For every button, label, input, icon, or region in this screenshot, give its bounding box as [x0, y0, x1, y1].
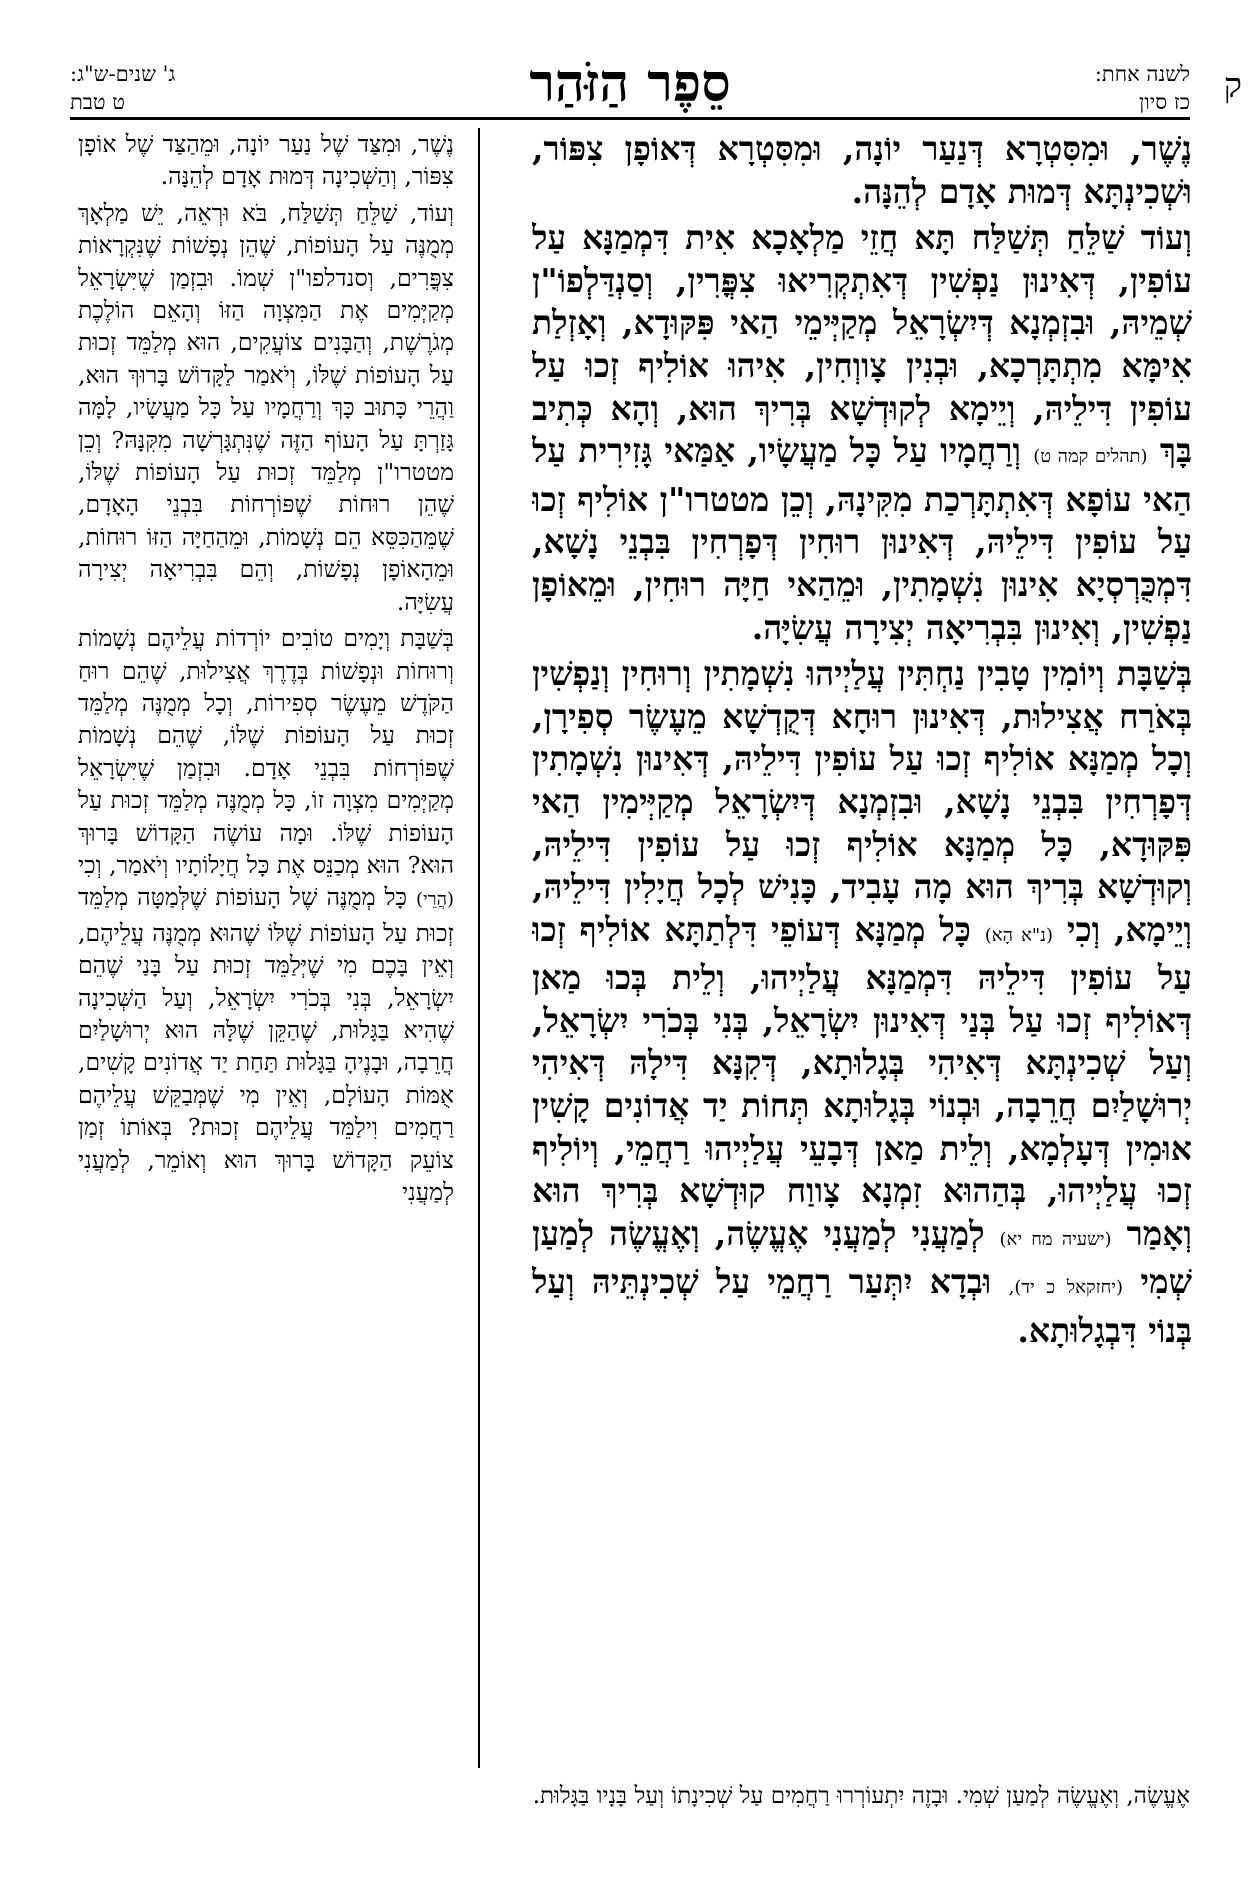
variant-reading: (הֲרֵי)	[416, 889, 454, 911]
translation-segment: נֶשֶׁר, וּמִצַּד שֶׁל נַעַר יוֹנָה, וּמֵהַצַּד שֶׁל אוֹפָן צִפּוֹר, וְהַשְּׁכִינָה דְּמוּת אָדָם לְהֵנָּה.	[78, 130, 454, 191]
translation-segment: וְעוֹד, שַׁלֵּחַ תְּשַׁלַּח, בֹּא וּרְאֵה, יֵשׁ מַלְאָךְ מְמֻנֶּה עַל הָעוֹפוֹת, שֶׁהֵן נְפָשׁוֹת שֶׁנִּקְרָאוֹת צִפֳּרִים, וְסנדלפו"ן שְׁמוֹ. וּבִזְמַן שֶׁיִּשְׂרָאֵל מְקַיְּמִים אֶת הַמִּצְוָה הַזּוֹ וְהָאֵם הוֹלֶכֶת מְגֹרֶשֶׁת, וְהַבָּנִים צוֹעֲקִים, הוּא מְלַמֵּד זְכוּת עַל הָעוֹפוֹת שֶׁלּוֹ, וְיֹאמַר לַקָּדוֹשׁ בָּרוּךְ הוּא, וַהֲרֵי כָּתוּב כָּךְ וְרַחֲמָיו עַל כָּל מַעֲשָׂיו, לָמָּה גָּזַרְתָּ עַל הָעוֹף הַזֶּה שֶׁנִּתְגָּרְשָׁה מִקִּנָּהּ? וְכֵן מטטרו"ן מְלַמֵּד זְכוּת עַל הָעוֹפוֹת שֶׁלּוֹ, שֶׁהֵן רוּחוֹת שֶׁפּוֹרְחוֹת בִּבְנֵי הָאָדָם, שֶׁמֵּהַכִּסֵּא הֵם נְשָׁמוֹת, וּמֵהַחַיָּה הַזּוֹ רוּחוֹת, וּמֵהָאוֹפָן נְפָשׁוֹת, וְהֵם בִּבְרִיאָה יְצִירָה עֲשִׂיָּה.	[78, 198, 454, 616]
translation-paragraph	[78, 128, 454, 193]
verse-reference: (תהלים קמה ט)	[1033, 446, 1148, 468]
schedule-three-years: ג' שנים-ש"ג:	[70, 62, 176, 86]
main-text-segment: בְּשַׁבָּת וְיוֹמִין טָבִין נַחְתִּין עֲלַיְיהוּ נִשְׁמָתִין וְרוּחִין וְנַפְשִׁין בְּאֹרַח אֲצִילוּת, דְּאִינוּן רוּחָא דְּקֻדְשָׁא מֵעֶשֶׂר סְפִירָן, וְכָל מְמַנָּא אוֹלִיף זְכוּ עַל עוֹפִין דִּילֵיהּ, דְּאִינוּן נִשְׁמָתִין דְּפָרְחִין בִּבְנֵי נָשָׁא, וּבִזְמְנָא דְּיִשְׂרָאֵל מְקַיְּימִין הַאי פִּקּוּדָא, כָּל מְמַנָּא אוֹלִיף זְכוּ עַל עוֹפִין דִּילֵיהּ, וְקוּדְשָׁא בְּרִיךְ הוּא מָה עָבִיד, כָּנִישׁ לְכָל חֲיָלִין דִּילֵיהּ, וְיֵימָא, וְכִי	[532, 654, 1192, 949]
schedule-three-years-date: ט טבת	[70, 90, 125, 114]
main-text-segment: וּבְדָא יִתְּעַר רַחֲמֵי עַל שְׁכִינְתֵּיהּ וְעַל בְּנוֹי דִּבְגָלוּתָא.	[532, 1262, 1192, 1351]
column-divider	[478, 128, 480, 1768]
main-text-segment: וְעוֹד שַׁלֵּחַ תְּשַׁלַּח תָּא חֲזֵי מַלְאָכָא אִית דִּמְמַנָּא עַל עוֹפִין, דְּאִינוּן נַפְשִׁין דְּאִתְקְרִיאוּ צִפֳּרִין, וְסַנְדַּלְפוֹ"ן שְׁמֵיהּ, וּבִזְמְנָא דְּיִשְׂרָאֵל מְקַיְּימֵי הַאי פִּקּוּדָא, וְאָזְלַת אִימָּא מִתְתָּרְכָא, וּבְנִין צָווְחִין, אִיהוּ אוֹלִיף זְכוּ עַל עוֹפִין דִּילֵיהּ, וְיֵימָא לְקוּדְשָׁא בְּרִיךְ הוּא, וְהָא כְּתִיב בָּךְ	[532, 218, 1192, 471]
translation-paragraph	[78, 197, 454, 618]
main-paragraph	[532, 653, 1192, 1353]
translation-segment: כָּל מְמֻנֶּה שֶׁל הָעוֹפוֹת שֶׁלְּמַטָּה מְלַמֵּד זְכוּת עַל הָעוֹפוֹת שֶׁלּוֹ שֶׁהוּא מְמֻנֶּה עֲלֵיהֶם, וְאֵין בָּכֶם מִי שֶׁיְּלַמֵּד זְכוּת עַל בָּנַי שֶׁהֵם יִשְׂרָאֵל, בְּנִי בְּכֹרִי יִשְׂרָאֵל, וְעַל הַשְּׁכִינָה שֶׁהִיא בַּגָּלוּת, שֶׁהַקֵּן שֶׁלָּהּ הוּא יְרוּשָׁלַיִם חֲרֵבָה, וּבָנֶיהָ בַּגָּלוּת תַּחַת יַד אֲדוֹנִים קָשִׁים, אֻמּוֹת הָעוֹלָם, וְאֵין מִי שֶׁמְּבַקֵּשׁ עֲלֵיהֶם רַחֲמִים וִילַמֵּד עֲלֵיהֶם זְכוּת? בְּאוֹתוֹ זְמַן צוֹעֵק הַקָּדוֹשׁ בָּרוּךְ הוּא וְאוֹמֵר, לְמַעֲנִי לְמַעֲנִי	[78, 883, 454, 1206]
translation-segment: בְּשַׁבָּת וְיָמִים טוֹבִים יוֹרְדוֹת עֲלֵיהֶם נְשָׁמוֹת וְרוּחוֹת וּנְפָשׁוֹת בְּדֶרֶךְ אֲצִילוּת, שֶׁהֵם רוּחַ הַקֹּדֶשׁ מֵעֶשֶׂר סְפִירוֹת, וְכָל מְמֻנֶּה מְלַמֵּד זְכוּת עַל הָעוֹפוֹת שֶׁלּוֹ, שֶׁהֵם נְשָׁמוֹת שֶׁפּוֹרְחוֹת בִּבְנֵי אָדָם. וּבִזְמַן שֶׁיִּשְׂרָאֵל מְקַיְּמִים מִצְוָה זוֹ, כָּל מְמֻנֶּה מְלַמֵּד זְכוּת עַל הָעוֹפוֹת שֶׁלּוֹ. וּמָה עוֹשֶׂה הַקָּדוֹשׁ בָּרוּךְ הוּא? הוּא מְכַנֵּס אֶת כָּל חֲיָלוֹתָיו וְיֹאמַר, וְכִי	[78, 624, 454, 879]
translation-paragraph	[78, 622, 454, 1208]
main-text-column	[532, 128, 1192, 1773]
header-rule	[70, 117, 1190, 120]
page-number: ק	[1223, 66, 1242, 106]
main-paragraph	[532, 128, 1192, 213]
translation-column	[78, 128, 454, 1773]
translation-continuation: אֶעֱשֶׂה, וְאֶעֱשֶׂה לְמַעַן שְׁמִי. וּבָזֶה יִתְעוֹרְרוּ רַחֲמִים עַל שְׁכִינָתוֹ וְעַל בָּנָיו בַּגָּלוּת.	[532, 1783, 1190, 1809]
schedule-one-year-date: כז סיון	[1139, 90, 1190, 114]
book-title: סֵפֶר הַזֹּהַר	[529, 53, 731, 114]
main-paragraph	[532, 217, 1192, 649]
main-text-segment: וְרַחֲמָיו עַל כָּל מַעֲשָׂיו, אַמַּאי גָּזִירִית עַל הַאי עוֹפָא דְּאִתְתָּרְכַת מִקִּינָהּ, וְכֵן מטטרו"ן אוֹלִיף זְכוּ עַל עוֹפִין דִּילֵיהּ, דְּאִינוּן רוּחִין דְּפָרְחִין בִּבְנֵי נָשָׁא, דִּמְכֻּרְסְיָא אִינוּן נִשְׁמָתִין, וּמֵהַאי חַיָּה רוּחִין, וּמֵאוֹפָן נַפְשִׁין, וְאִינוּן בִּבְרִיאָה יְצִירָה עֲשִׂיָּה.	[532, 431, 1192, 647]
verse-reference: (ישעיה מח יא)	[999, 1228, 1112, 1250]
main-text-segment: נֶשֶׁר, וּמִסִּטְרָא דְּנַעַר יוֹנָה, וּמִסִּטְרָא דְּאוֹפָן צִפּוֹר, וּשְׁכִינְתָּא דְּמוּת אָדָם לְהֵנָּה.	[532, 129, 1192, 211]
main-text-segment: כָּל מְמַנָּא דְּעוֹפֵי דִּלְתַתָּא אוֹלִיף זְכוּ עַל עוֹפִין דִּילֵיהּ דִּמְמַנָּא עֲלַיְיהוּ, וְלֵית בְּכוּ מַאן דְּאוֹלִיף זְכוּ עַל בְּנַי דְּאִינוּן יִשְׂרָאֵל, בְּנִי בְּכֹרִי יִשְׂרָאֵל, וְעַל שְׁכִינְתָּא דְּאִיהִי בְּגָלוּתָא, דְּקִנָּא דִּילָהּ דְּאִיהִי יְרוּשָׁלַיִם חֲרֵבָה, וּבְנוֹי בְּגָלוּתָא תְּחוֹת יַד אֲדוֹנִים קָשִׁין אוּמִין דְּעָלְמָא, וְלֵית מַאן דְּבָעֵי עֲלַיְיהוּ רַחֲמֵי, וְיוֹלִיף זְכוּ עֲלַיְיהוּ, בְּהַהוּא זִמְנָא צָווַח קוּדְשָׁא בְּרִיךְ הוּא וְאָמַר	[532, 909, 1192, 1253]
schedule-one-year: לשנה אחת:	[1094, 62, 1190, 86]
verse-reference: (יחזקאל כ יד),	[1008, 1277, 1124, 1299]
main-text-segment: לְמַעֲנִי לְמַעֲנִי אֶעֱשֶׂה, וְאֶעֱשֶׂה לְמַעַן שְׁמִי	[532, 1213, 1192, 1302]
variant-reading: (נ"א הָא)	[984, 924, 1054, 946]
page-header	[70, 53, 1242, 116]
header-left-block	[70, 60, 175, 116]
